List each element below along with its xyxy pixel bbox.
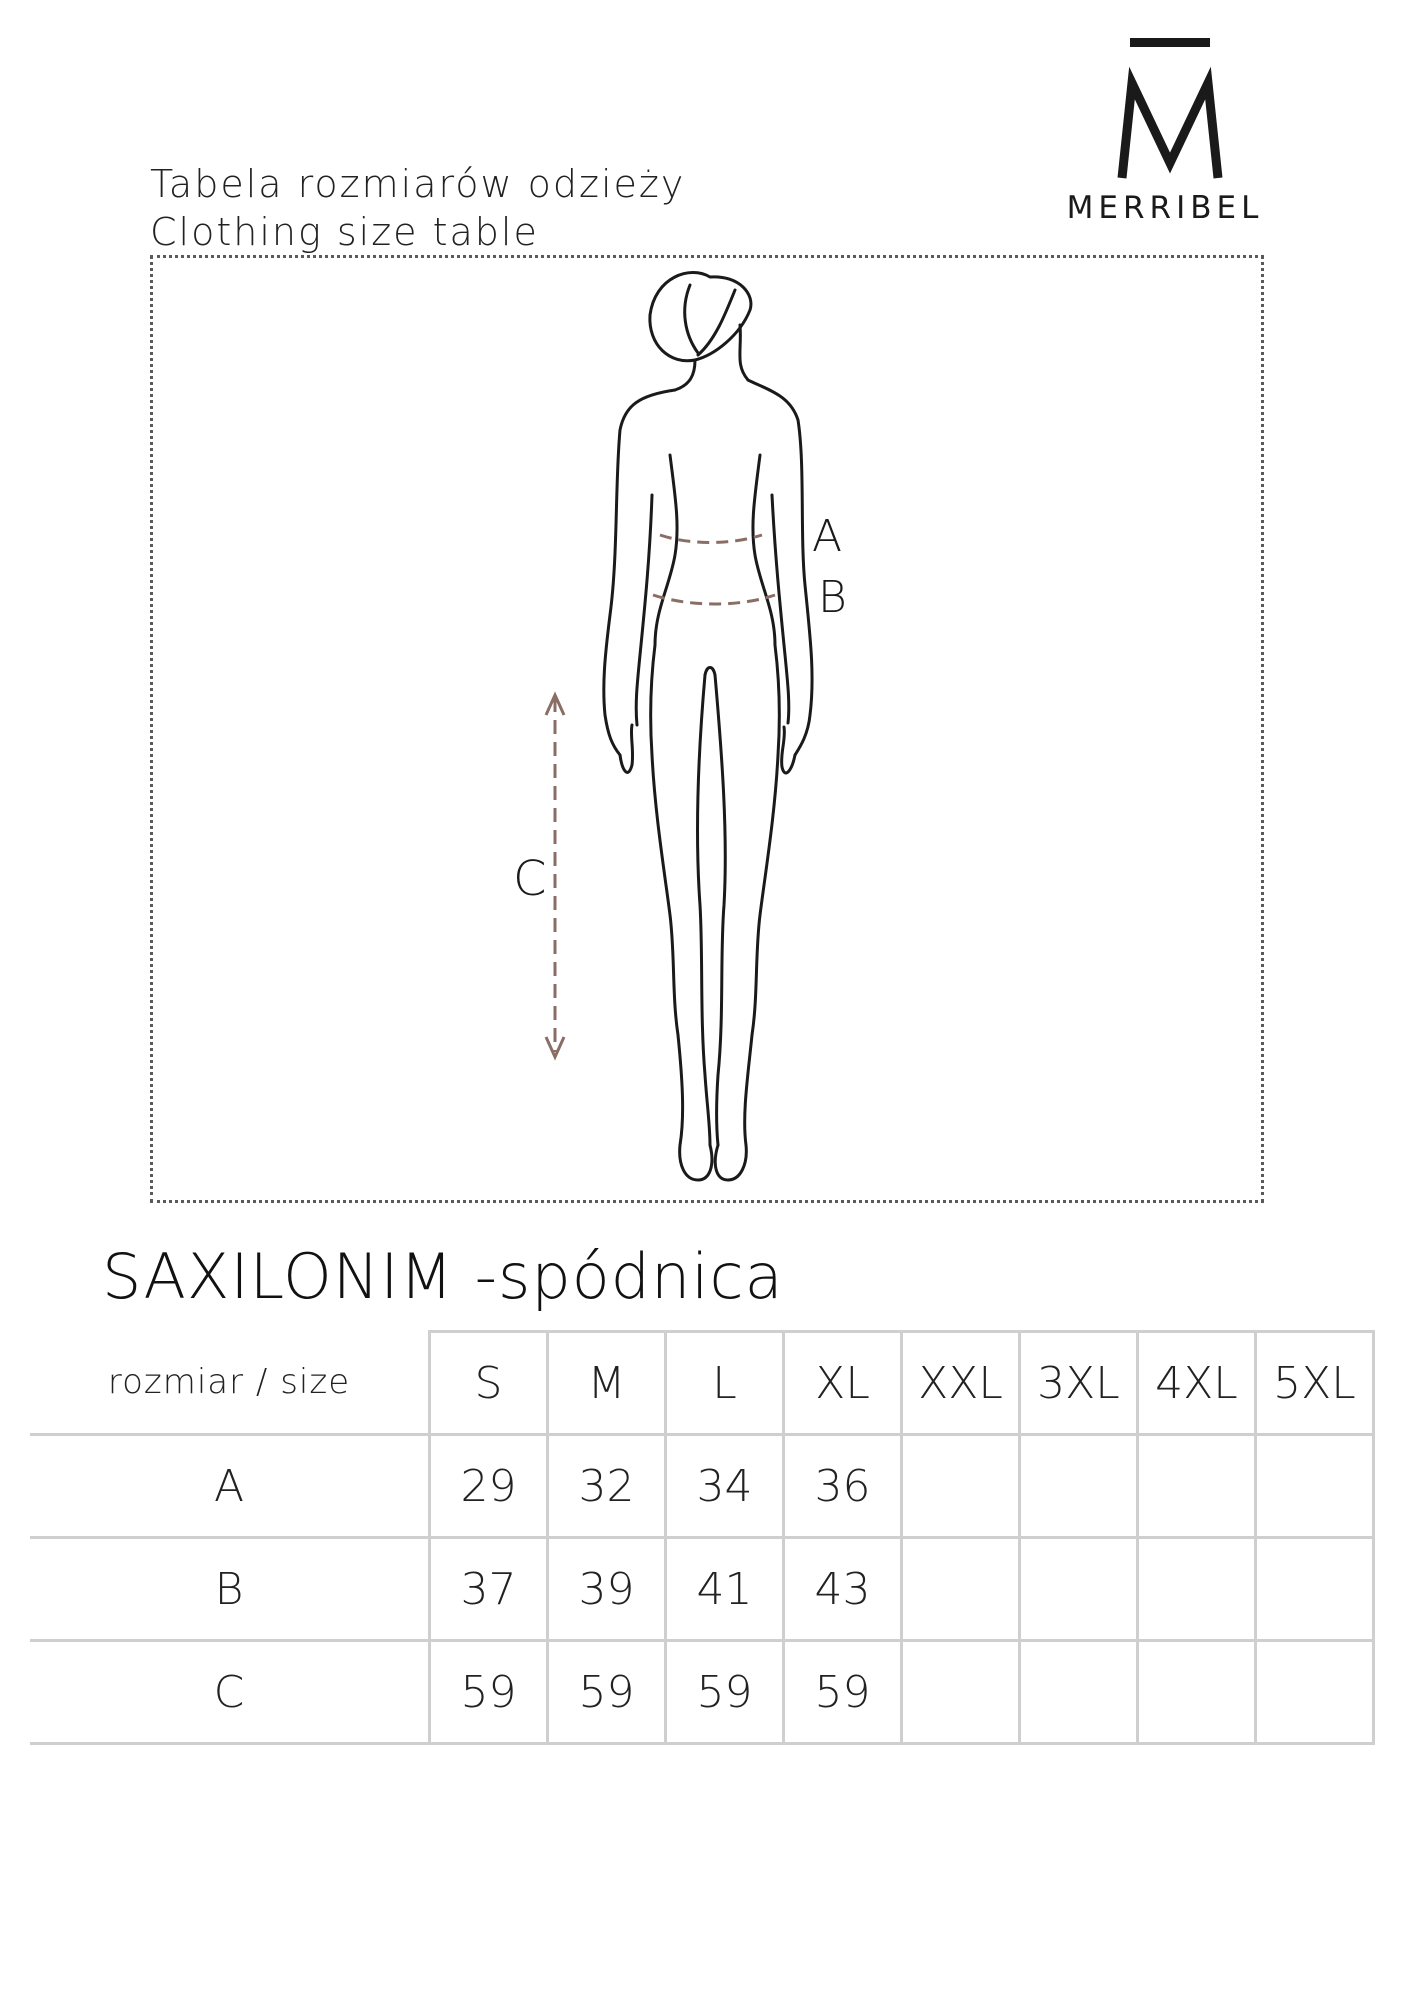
size-column-header: XL [784,1332,902,1435]
table-cell [1020,1641,1138,1744]
table-cell: 59 [666,1641,784,1744]
body-outline [604,273,812,1180]
table-cell: 34 [666,1435,784,1538]
table-cell [1138,1538,1256,1641]
table-cell [902,1435,1020,1538]
size-column-header: 3XL [1020,1332,1138,1435]
brand-logo [1050,38,1280,228]
table-cell: 39 [548,1538,666,1641]
label-b: B [818,572,847,623]
table-cell: 59 [548,1641,666,1744]
table-cell: 29 [430,1435,548,1538]
measure-line-b [653,595,775,604]
table-cell [1020,1435,1138,1538]
size-column-header: 5XL [1256,1332,1374,1435]
size-header-label: rozmiar / size [30,1332,430,1435]
size-header-row [30,1332,1374,1435]
size-column-header: S [430,1332,548,1435]
table-cell: 36 [784,1435,902,1538]
product-title: SAXILONIM -spódnica [102,1240,784,1313]
table-cell [902,1641,1020,1744]
table-cell: 41 [666,1538,784,1641]
table-row [30,1641,1374,1744]
size-table [30,1330,1375,1745]
measure-arrow-c [546,695,564,1057]
table-cell [1138,1435,1256,1538]
merribel-logo-icon [1110,38,1230,183]
size-column-header: L [666,1332,784,1435]
body-figure-illustration [150,255,1264,1203]
table-cell [1256,1641,1374,1744]
table-cell: 37 [430,1538,548,1641]
size-column-header: XXL [902,1332,1020,1435]
row-label: C [30,1641,430,1744]
label-c: C [513,851,547,907]
table-cell [902,1538,1020,1641]
header-title-pl: Tabela rozmiarów odzieży [150,162,686,206]
brand-name: MERRIBEL [1066,190,1264,226]
table-cell: 43 [784,1538,902,1641]
table-cell [1138,1641,1256,1744]
table-row [30,1435,1374,1538]
header-text [150,160,685,256]
header-title-en: Clothing size table [150,210,539,254]
table-cell [1020,1538,1138,1641]
row-label: A [30,1435,430,1538]
label-a: A [812,511,843,562]
table-cell [1256,1538,1374,1641]
table-cell: 59 [430,1641,548,1744]
table-cell: 32 [548,1435,666,1538]
table-cell [1256,1435,1374,1538]
table-row [30,1538,1374,1641]
size-column-header: 4XL [1138,1332,1256,1435]
table-cell: 59 [784,1641,902,1744]
size-column-header: M [548,1332,666,1435]
row-label: B [30,1538,430,1641]
